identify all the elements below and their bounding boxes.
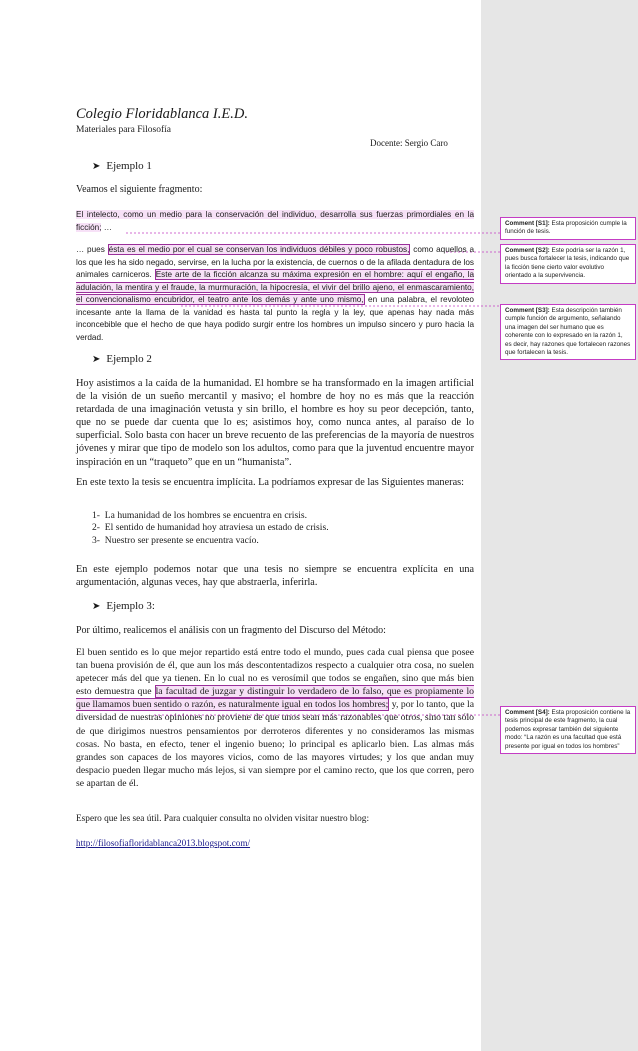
materials-subtitle: Materiales para Filosofía	[76, 125, 171, 135]
comment-text: Esta proposición contiene la tesis principal de este fragmento, la cual podemos expresar también del siguiente modo: “La razón es una facultad que está presente por igual en todos los hombres”	[505, 709, 631, 750]
example1-heading	[92, 160, 152, 172]
closing-text: Espero que les sea útil. Para cualquier consulta no olviden visitar nuestro blog:	[76, 814, 370, 824]
example1-fragment-a	[76, 209, 474, 234]
blog-link[interactable]: http://filosofiafloridablanca2013.blogspot.com/	[76, 838, 251, 848]
example3-heading	[92, 600, 155, 612]
example3-paragraph	[76, 646, 474, 790]
comment-s4[interactable]	[500, 706, 636, 754]
example2-heading-text: Ejemplo 2	[106, 353, 152, 365]
example2-list	[92, 510, 472, 547]
fragment-a-tail: …	[101, 222, 112, 232]
example2-implicit: En este texto la tesis se encuentra implícita. La podríamos expresar de las Siguientes maneras:	[76, 477, 465, 488]
arrow-bullet-icon: ➤	[92, 601, 101, 612]
example2-heading	[92, 353, 152, 365]
example2-paragraph: Hoy asistimos a la caída de la humanidad. El hombre se ha transformado en la imagen artificial de la visión de un sueño mercantil y masivo; el hombre de hoy no es más que la reacción retardada de una imaginación vetusta y sin brillo, el hombre es hoy su peor decepción, tanto, que no se puede dar cuenta que lo es; asistimos hoy, como nunca antes, al paraíso de lo superficial. Solo basta con hacer un breve recuento de las preferencias de la mayoría de nuestros jóvenes y mirar que tipo de modelo son los adultos, como para que la juventud encuentre mayor inspiración en un “traqueto” que en un “humanista”.	[76, 378, 474, 468]
list-item-number: 1-	[92, 510, 100, 521]
list-item	[92, 522, 472, 534]
comment-text: Esta descripción también cumple función de argumento, señalando una imagen del ser humano que es coherente con lo expresado en la razón 1, es decir, hay razones que fortalecen razones que fortalecen la tesis.	[505, 307, 631, 357]
list-item	[92, 535, 472, 547]
list-item-text: El sentido de humanidad hoy atraviesa un estado de crisis.	[104, 522, 329, 534]
p2-lead: … pues	[76, 245, 108, 254]
comment-label: Comment [S1]:	[505, 220, 550, 227]
comment-label: Comment [S4]:	[505, 709, 550, 716]
example1-paragraph	[76, 244, 474, 344]
list-item-number: 2-	[92, 522, 100, 534]
teacher-name: Docente: Sergio Caro	[370, 138, 448, 148]
thesis-highlight-s4[interactable]: la facultad de juzgar y distinguir lo verdadero de lo falso, que es propiamente lo que llamamos buen sentido o razón, es naturalmente igual en todos los hombres;	[76, 686, 474, 711]
thesis-highlight-s1[interactable]: El intelecto, como un medio para la conservación del individuo, desarrolla sus fuerzas primordiales en la ficción;	[76, 210, 474, 232]
list-item-number: 3-	[92, 534, 100, 546]
comment-s3[interactable]	[500, 304, 636, 360]
school-name: Colegio Floridablanca I.E.D.	[76, 106, 248, 122]
comment-label: Comment [S2]:	[505, 247, 550, 254]
comment-label: Comment [S3]:	[505, 307, 550, 314]
reason-highlight-s2[interactable]: ésta es el medio por el cual se conservan los individuos débiles y poco robustos,	[108, 245, 410, 254]
p3-lead: El buen sentido es lo que mejor repartido está entre todo el mundo, pues cada cual piensa que posee tan buena provisión de él, que aun los más descontentadizos respecto a cualquier otra cosa, no suelen apetecer más del que ya tienen. En lo cual no es verosímil que todos se engañen, sino que más bien esto demuestra que	[76, 647, 474, 698]
p2-mid: como aquellos a los que les ha sido negado, servirse, en la lucha por la existencia, de cuernos o de la afilada dentadura de los animales carniceros.	[76, 245, 475, 279]
comment-text: Esta proposición cumple la función de tesis.	[505, 220, 627, 236]
list-item-text: La humanidad de los hombres se encuentra en crisis.	[104, 510, 308, 521]
example3-heading-text: Ejemplo 3:	[106, 600, 155, 612]
list-item	[92, 510, 472, 522]
example1-heading-text: Ejemplo 1	[106, 160, 152, 172]
list-item-text: Nuestro ser presente se encuentra vacío.	[104, 534, 259, 546]
example3-intro: Por último, realicemos el análisis con un fragmento del Discurso del Método:	[76, 625, 386, 636]
comment-text: Este podría ser la razón 1, pues busca fortalecer la tesis, indicando que la ficción tiene cierto valor evolutivo orientado a la supervivencia.	[505, 247, 630, 280]
comment-s1[interactable]	[500, 217, 636, 240]
comment-s2[interactable]	[500, 244, 636, 284]
example2-note: En este ejemplo podemos notar que una tesis no siempre se encuentra explícita en una argumentación, algunas veces, hay que abstraerla, inferirla.	[76, 564, 474, 589]
p2-tail: en una palabra, el revoloteo incesante ante la llama de la vanidad es hasta tal punto la regla y la ley, que apenas hay nada más inconcebible que el hecho de que haya podido surgir entre los hombres un impulso sincero y puro hacia la verdad.	[76, 295, 474, 342]
p3-tail: y, por lo tanto, que la diversidad de nuestras opiniones no proviene de que unos sean más razonables que otros, sino tan sólo de que dirigimos nuestros pensamientos por derroteros diferentes y no consideramos las mismas cosas. No basta, en efecto, tener el ingenio bueno; lo principal es aplicarlo bien. Las almas más grandes son capaces de los mayores vicios, como de las mayores virtudes; y los que andan muy despacio pueden llegar mucho más lejos, si van siempre por el camino recto, que los que corren, pero se apartan de él.	[76, 699, 474, 789]
example1-intro: Veamos el siguiente fragmento:	[76, 184, 203, 195]
arrow-bullet-icon: ➤	[92, 161, 101, 172]
arrow-bullet-icon: ➤	[92, 354, 101, 365]
description-highlight-s3[interactable]: Este arte de la ficción alcanza su máxima expresión en el hombre: aquí el engaño, la adulación, la mentira y el fraude, la murmuración, la hipocresía, el vivir del brillo ajeno, el enmascaramiento, el convencionalismo encubridor, el teatro ante los demás y ante uno mismo,	[76, 270, 474, 304]
